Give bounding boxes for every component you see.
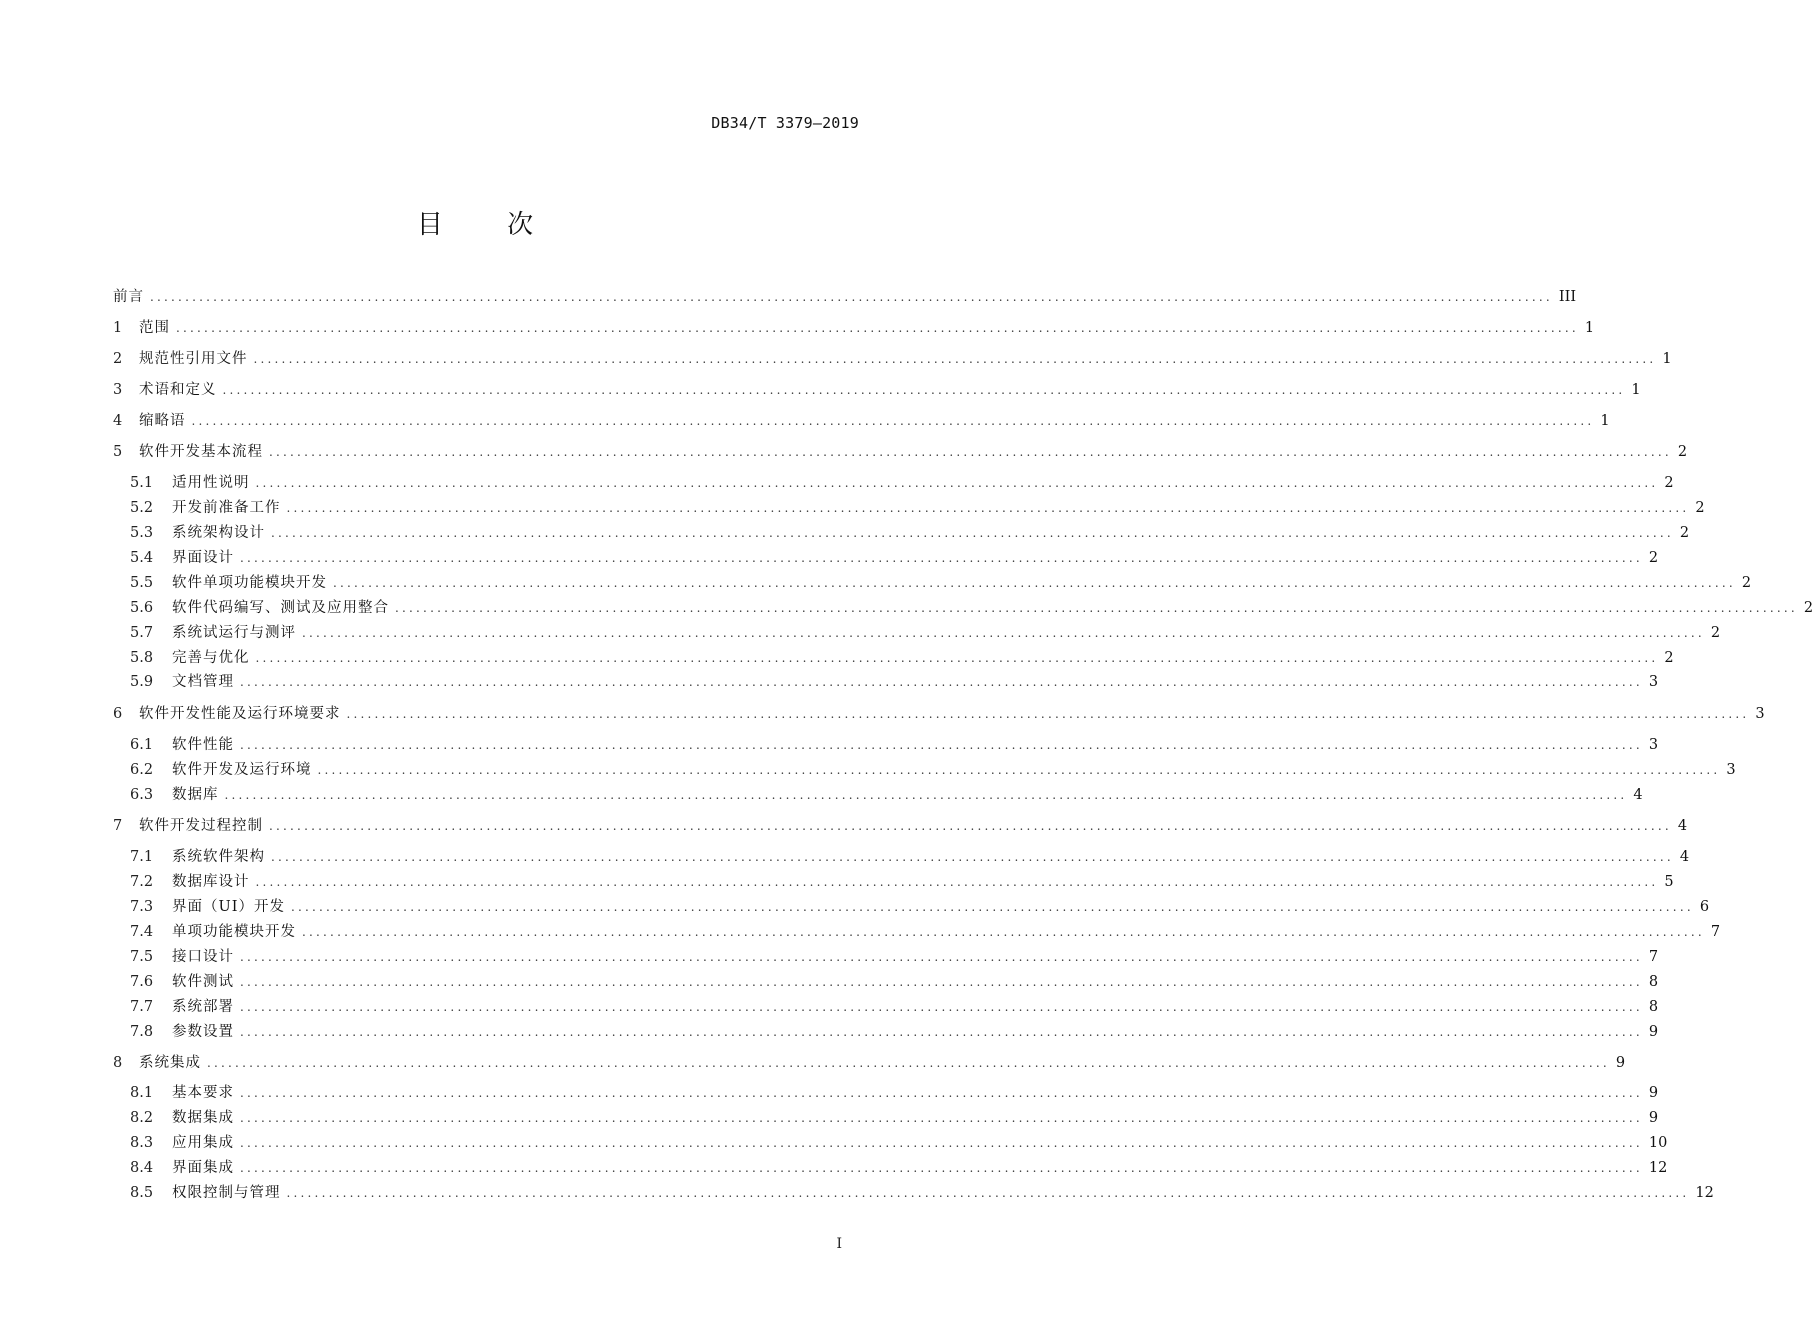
toc-entry-label: 完善与优化 [172, 650, 250, 666]
toc-entry-label: 适用性说明 [172, 475, 250, 491]
toc-entry-number: 8.5 [130, 1185, 154, 1201]
toc-entry-number: 5.3 [130, 525, 154, 541]
toc-entry-page: 3 [1755, 706, 1765, 722]
toc-entry[interactable] [130, 597, 1813, 619]
toc-entry[interactable] [130, 497, 1705, 519]
toc-entry[interactable] [130, 572, 1752, 594]
toc-entry-page: 4 [1677, 818, 1688, 834]
toc-entry-page: 10 [1648, 1135, 1668, 1151]
toc-leader-dots: ........................................................................................................................................................................................................ [395, 601, 1798, 615]
toc-entry-page: 7 [1648, 949, 1659, 965]
toc-entry-label: 软件性能 [172, 737, 234, 753]
toc-entry-page: 7 [1710, 924, 1721, 940]
toc-entry-page: 9 [1648, 1085, 1659, 1101]
toc-leader-dots: ........................................................................................................................................................................................................ [271, 526, 1674, 540]
toc-entry-label: 术语和定义 [139, 382, 217, 398]
toc-entry-number: 8.1 [130, 1085, 154, 1101]
toc-entry-label: 数据集成 [172, 1110, 234, 1126]
toc-leader-dots: ........................................................................................................................................................................................................ [302, 626, 1705, 640]
toc-entry-label: 范围 [139, 320, 170, 336]
toc-entry-number: 6 [113, 706, 123, 722]
toc-leader-dots: ........................................................................................................................................................................................................ [207, 1056, 1610, 1070]
toc-entry-number: 5 [113, 444, 123, 460]
toc-entry-label: 参数设置 [172, 1024, 234, 1040]
toc-entry-label: 界面集成 [172, 1160, 234, 1176]
toc-entry-page: 6 [1699, 899, 1710, 915]
toc-entry[interactable] [113, 317, 1595, 339]
toc-entry-label: 权限控制与管理 [172, 1185, 281, 1201]
toc-entry-number: 7.5 [130, 949, 154, 965]
toc-entry-label: 系统架构设计 [172, 525, 265, 541]
toc-entry-page: 2 [1803, 600, 1813, 616]
toc-entry-label: 缩略语 [139, 413, 186, 429]
toc-entry-page: 8 [1648, 974, 1659, 990]
toc-entry-number: 5.7 [130, 625, 154, 641]
toc-leader-dots: ........................................................................................................................................................................................................ [176, 321, 1579, 335]
toc-entry-label: 系统集成 [139, 1055, 201, 1071]
toc-leader-dots: ........................................................................................................................................................................................................ [240, 1000, 1643, 1014]
toc-entry-page: 2 [1648, 550, 1659, 566]
toc-entry[interactable] [130, 871, 1674, 893]
toc-leader-dots: ........................................................................................................................................................................................................ [269, 445, 1672, 459]
toc-leader-dots: ........................................................................................................................................................................................................ [240, 1111, 1643, 1125]
toc-entry-number: 7.2 [130, 874, 154, 890]
toc-leader-dots: ........................................................................................................................................................................................................ [240, 1086, 1643, 1100]
toc-entry-label: 软件代码编写、测试及应用整合 [172, 600, 389, 616]
toc-entry[interactable] [130, 946, 1659, 968]
toc-entry-number: 6.3 [130, 787, 154, 803]
toc-entry[interactable] [130, 759, 1736, 781]
toc-entry[interactable] [113, 348, 1672, 370]
toc-leader-dots: ........................................................................................................................................................................................................ [240, 1136, 1643, 1150]
toc-entry-number: 7 [113, 818, 123, 834]
toc-entry-label: 规范性引用文件 [139, 351, 248, 367]
toc-entry-label: 界面（UI）开发 [172, 899, 285, 915]
toc-leader-dots: ........................................................................................................................................................................................................ [240, 975, 1643, 989]
toc-entry-page: 1 [1631, 382, 1641, 398]
toc-entry-number: 7.1 [130, 849, 154, 865]
toc-entry-number: 3 [113, 382, 123, 398]
toc-leader-dots: ........................................................................................................................................................................................................ [286, 1186, 1690, 1200]
toc-entry-label: 界面设计 [172, 550, 234, 566]
toc-leader-dots: ........................................................................................................................................................................................................ [253, 352, 1657, 366]
toc-entry-page: 5 [1664, 874, 1674, 890]
toc-entry-page: 8 [1648, 999, 1659, 1015]
toc-leader-dots: ........................................................................................................................................................................................................ [191, 414, 1595, 428]
toc-entry[interactable] [130, 671, 1659, 693]
toc-entry-page: 2 [1710, 625, 1721, 641]
toc-entry-label: 接口设计 [172, 949, 234, 965]
toc-entry-label: 前言 [113, 289, 144, 305]
toc-leader-dots: ........................................................................................................................................................................................................ [224, 788, 1628, 802]
toc-entry-number: 6.2 [130, 762, 154, 778]
toc-entry[interactable] [130, 1182, 1714, 1204]
toc-entry[interactable] [130, 896, 1710, 918]
toc-entry[interactable] [113, 1052, 1626, 1074]
toc-entry-number: 7.6 [130, 974, 154, 990]
toc-entry-label: 开发前准备工作 [172, 500, 281, 516]
toc-entry-number: 5.4 [130, 550, 154, 566]
toc-entry[interactable] [130, 1021, 1659, 1043]
toc-entry-page: 4 [1679, 849, 1690, 865]
toc-entry-label: 软件开发性能及运行环境要求 [139, 706, 341, 722]
toc-leader-dots: ........................................................................................................................................................................................................ [255, 651, 1659, 665]
toc-entry[interactable] [130, 846, 1690, 868]
toc-leader-dots: ........................................................................................................................................................................................................ [222, 383, 1626, 397]
toc-entry[interactable] [130, 734, 1659, 756]
toc-leader-dots: ........................................................................................................................................................................................................ [240, 1161, 1643, 1175]
toc-leader-dots: ........................................................................................................................................................................................................ [333, 576, 1736, 590]
toc-entry-page: 9 [1648, 1024, 1659, 1040]
toc-entry-page: 1 [1662, 351, 1672, 367]
toc-entry-label: 文档管理 [172, 674, 234, 690]
toc-leader-dots: ........................................................................................................................................................................................................ [240, 1025, 1643, 1039]
toc-entry-label: 应用集成 [172, 1135, 234, 1151]
toc-entry-number: 2 [113, 351, 123, 367]
toc-entry[interactable] [113, 815, 1688, 837]
toc-entry-page: 2 [1677, 444, 1688, 460]
toc-entry-label: 软件开发过程控制 [139, 818, 263, 834]
toc-leader-dots: ........................................................................................................................................................................................................ [240, 675, 1643, 689]
toc-entry[interactable] [113, 703, 1765, 725]
toc-entry-number: 8 [113, 1055, 123, 1071]
standard-code: DB34/T 3379—2019 [711, 114, 859, 132]
toc-entry-label: 软件开发基本流程 [139, 444, 263, 460]
toc-entry-label: 软件测试 [172, 974, 234, 990]
toc-entry-page: 9 [1648, 1110, 1659, 1126]
toc-entry-label: 软件开发及运行环境 [172, 762, 312, 778]
toc-entry-page: 12 [1648, 1160, 1668, 1176]
toc-entry-number: 5.9 [130, 674, 154, 690]
toc-entry-label: 系统软件架构 [172, 849, 265, 865]
toc-entry-number: 7.7 [130, 999, 154, 1015]
toc-entry-number: 5.5 [130, 575, 154, 591]
toc-entry-number: 5.6 [130, 600, 154, 616]
toc-entry-number: 8.3 [130, 1135, 154, 1151]
toc-entry-number: 8.2 [130, 1110, 154, 1126]
toc-entry-label: 单项功能模块开发 [172, 924, 296, 940]
toc-leader-dots: ........................................................................................................................................................................................................ [150, 290, 1553, 304]
toc-entry[interactable] [130, 622, 1721, 644]
toc-entry[interactable] [130, 1132, 1668, 1154]
toc-entry-number: 7.3 [130, 899, 154, 915]
toc-entry[interactable] [130, 996, 1659, 1018]
toc-entry-page: 4 [1633, 787, 1643, 803]
toc-entry-number: 8.4 [130, 1160, 154, 1176]
toc-entry-page: 1 [1584, 320, 1595, 336]
toc-entry[interactable] [130, 921, 1721, 943]
toc-entry[interactable] [130, 971, 1659, 993]
toc-entry[interactable] [130, 1157, 1668, 1179]
toc-entry-number: 5.1 [130, 475, 154, 491]
toc-leader-dots: ........................................................................................................................................................................................................ [255, 875, 1659, 889]
toc-entry-label: 基本要求 [172, 1085, 234, 1101]
toc-entry[interactable] [113, 286, 1577, 308]
toc-entry-label: 系统试运行与测评 [172, 625, 296, 641]
toc-leader-dots: ........................................................................................................................................................................................................ [317, 763, 1721, 777]
toc-leader-dots: ........................................................................................................................................................................................................ [302, 925, 1705, 939]
page-number-footer: I [836, 1236, 842, 1252]
toc-entry-page: 2 [1741, 575, 1752, 591]
toc-leader-dots: ........................................................................................................................................................................................................ [269, 819, 1672, 833]
toc-entry[interactable] [130, 547, 1659, 569]
toc-entry-number: 7.8 [130, 1024, 154, 1040]
toc-entry-number: 5.2 [130, 500, 154, 516]
toc-entry[interactable] [130, 784, 1643, 806]
toc-entry[interactable] [113, 441, 1688, 463]
toc-entry-page: 12 [1695, 1185, 1714, 1201]
toc-entry[interactable] [130, 522, 1690, 544]
toc-entry-number: 7.4 [130, 924, 154, 940]
toc-leader-dots: ........................................................................................................................................................................................................ [240, 950, 1643, 964]
toc-entry-label: 系统部署 [172, 999, 234, 1015]
toc-entry[interactable] [113, 410, 1610, 432]
toc-entry[interactable] [130, 1107, 1659, 1129]
page-title: 目 次 [416, 210, 562, 240]
toc-entry-number: 5.8 [130, 650, 154, 666]
toc-entry[interactable] [113, 379, 1641, 401]
toc-entry-page: 9 [1615, 1055, 1626, 1071]
toc-entry-page: 3 [1648, 737, 1659, 753]
toc-entry-number: 1 [113, 320, 123, 336]
toc-entry-page: III [1558, 289, 1577, 305]
toc-entry-page: 2 [1679, 525, 1690, 541]
toc-entry-page: 1 [1600, 413, 1610, 429]
toc-leader-dots: ........................................................................................................................................................................................................ [290, 900, 1694, 914]
toc-leader-dots: ........................................................................................................................................................................................................ [286, 501, 1690, 515]
toc-entry-number: 4 [113, 413, 123, 429]
toc-leader-dots: ........................................................................................................................................................................................................ [240, 551, 1643, 565]
toc-entry-page: 2 [1664, 650, 1674, 666]
toc-entry-page: 3 [1726, 762, 1736, 778]
toc-entry[interactable] [130, 647, 1674, 669]
toc-leader-dots: ........................................................................................................................................................................................................ [240, 738, 1643, 752]
toc-entry-number: 6.1 [130, 737, 154, 753]
toc-entry-label: 数据库 [172, 787, 219, 803]
toc-entry-page: 2 [1664, 475, 1674, 491]
toc-entry[interactable] [130, 1082, 1659, 1104]
toc-entry-label: 软件单项功能模块开发 [172, 575, 327, 591]
toc-leader-dots: ........................................................................................................................................................................................................ [346, 707, 1750, 721]
toc-entry[interactable] [130, 472, 1674, 494]
toc-leader-dots: ........................................................................................................................................................................................................ [255, 476, 1659, 490]
toc-entry-page: 3 [1648, 674, 1659, 690]
toc-entry-page: 2 [1695, 500, 1705, 516]
toc-entry-label: 数据库设计 [172, 874, 250, 890]
toc-leader-dots: ........................................................................................................................................................................................................ [271, 850, 1674, 864]
